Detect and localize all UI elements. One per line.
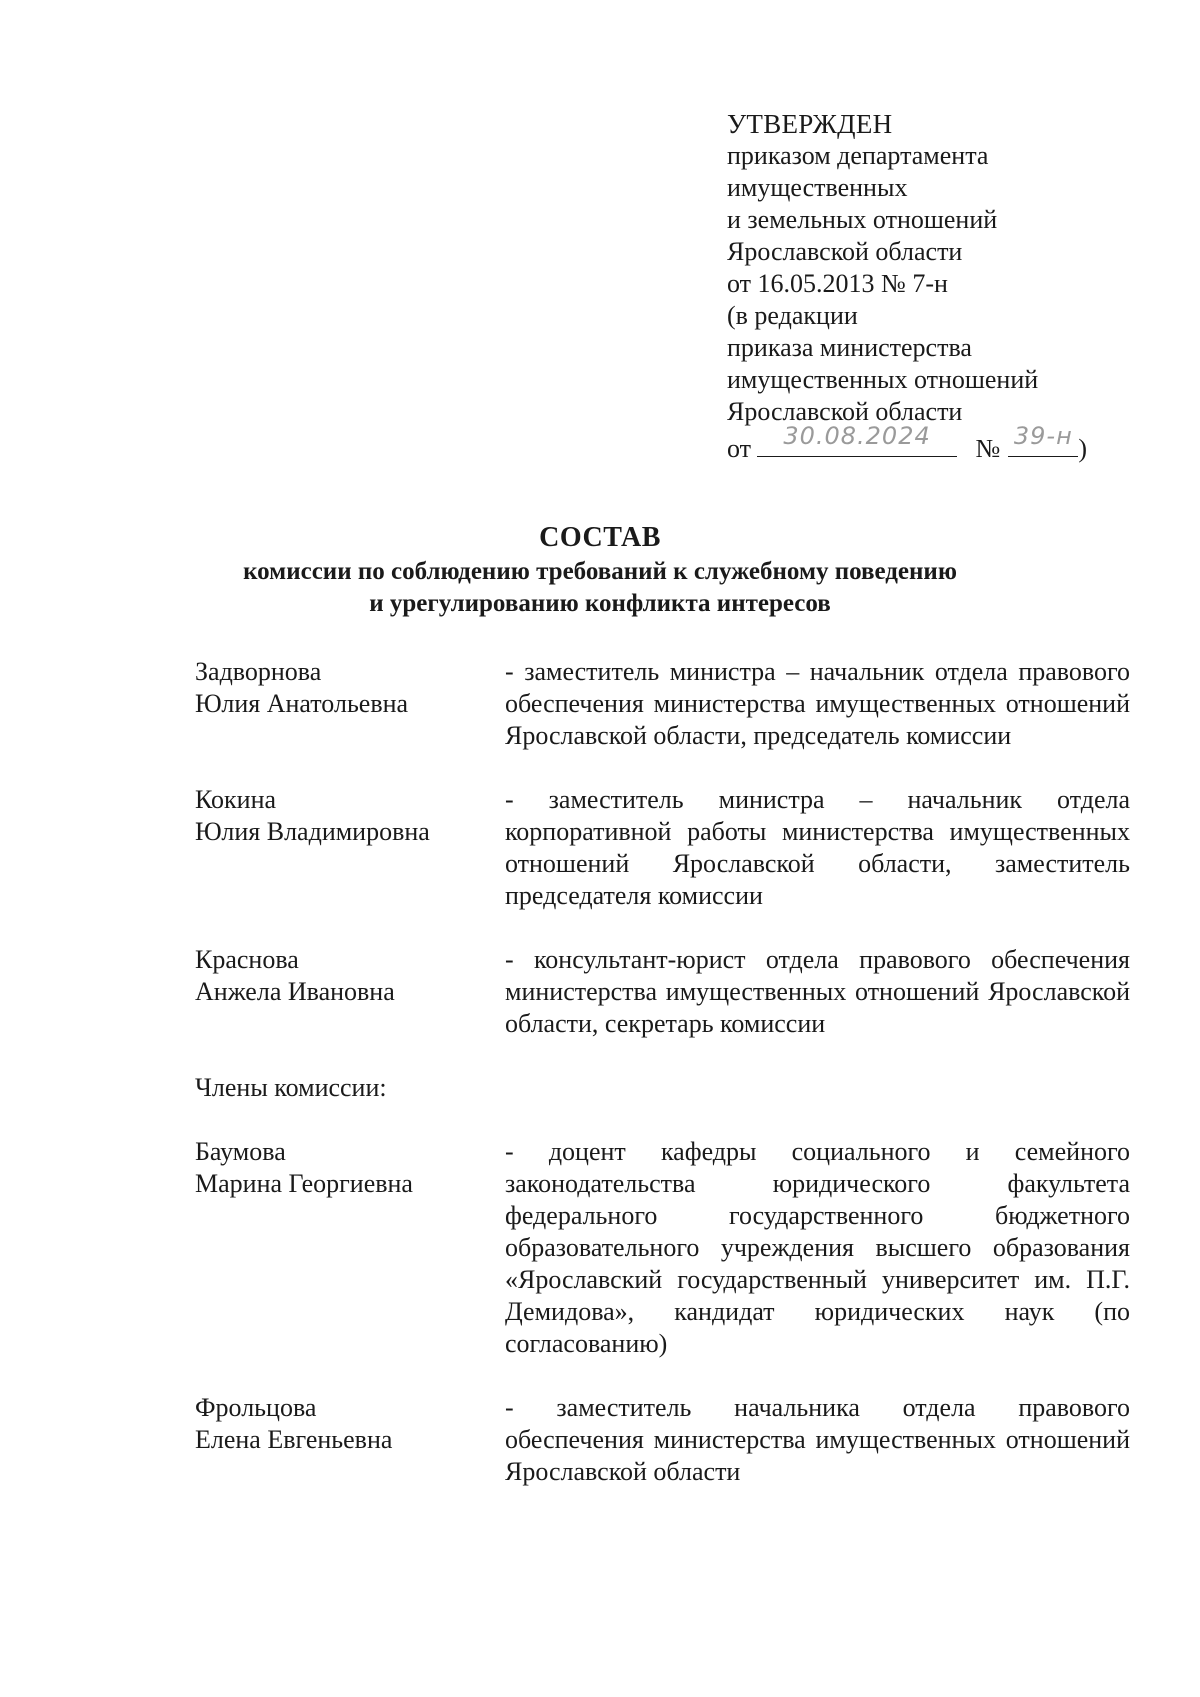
approval-line: Ярославской области xyxy=(727,397,963,426)
person-surname: Фрольцова xyxy=(195,1393,317,1422)
person-given-names: Анжела Ивановна xyxy=(195,977,395,1006)
approval-line: имущественных отношений xyxy=(727,365,1039,394)
person-name xyxy=(195,944,505,1040)
approval-date-blank xyxy=(757,422,957,457)
approval-closing-paren: ) xyxy=(1078,434,1088,463)
person-surname: Кокина xyxy=(195,785,277,814)
person-name xyxy=(195,656,505,752)
person-position: - заместитель министра – начальник отдела корпоративной работы министерства имущественных отношений Ярославской области, заместитель председателя комиссии xyxy=(505,785,1130,910)
person-surname: Задворнова xyxy=(195,657,322,686)
person-position: - заместитель министра – начальник отдела правового обеспечения министерства имущественных отношений Ярославской области, председатель комиссии xyxy=(505,657,1130,750)
document-title xyxy=(100,520,1100,620)
approval-line: имущественных xyxy=(727,173,908,202)
person-given-names: Елена Евгеньевна xyxy=(195,1425,393,1454)
approval-number-label: № xyxy=(975,434,1001,463)
leader-row xyxy=(195,944,1130,1040)
approval-line: и земельных отношений xyxy=(727,205,998,234)
handwritten-number: 39-н xyxy=(1013,422,1073,450)
commission-list xyxy=(195,656,1130,1488)
person-surname: Баумова xyxy=(195,1137,286,1166)
title-subtitle-line: и урегулированию конфликта интересов xyxy=(369,590,831,617)
member-row xyxy=(195,1392,1130,1488)
approval-line: (в редакции xyxy=(727,301,858,330)
approval-from-label: от xyxy=(727,434,752,463)
approval-number-blank xyxy=(1008,422,1078,457)
approval-fill-row xyxy=(727,422,1127,465)
approval-heading: УТВЕРЖДЕН xyxy=(727,109,893,139)
member-row xyxy=(195,1136,1130,1360)
person-position: - доцент кафедры социального и семейного законодательства юридического факультета федерального государственного бюджетного образовательного учреждения высшего образования «Ярославский государственный университет им. П.Г. Демидова», кандидат юридических наук (по согласованию) xyxy=(505,1137,1130,1358)
handwritten-date: 30.08.2024 xyxy=(783,422,931,450)
title-subtitle-line: комиссии по соблюдению требований к служебному поведению xyxy=(243,558,957,585)
person-surname: Краснова xyxy=(195,945,299,974)
person-name xyxy=(195,1392,505,1488)
approval-line: от 16.05.2013 № 7-н xyxy=(727,269,948,298)
leader-row xyxy=(195,784,1130,912)
person-given-names: Юлия Владимировна xyxy=(195,817,430,846)
approval-line: приказа министерства xyxy=(727,333,972,362)
person-name xyxy=(195,784,505,912)
approval-block xyxy=(727,108,1127,465)
person-position: - заместитель начальника отдела правового обеспечения министерства имущественных отношений Ярославской области xyxy=(505,1393,1130,1486)
title-main: СОСТАВ xyxy=(539,522,661,553)
person-position: - консультант-юрист отдела правового обеспечения министерства имущественных отношений Ярославской области, секретарь комиссии xyxy=(505,945,1130,1038)
approval-line: приказом департамента xyxy=(727,141,989,170)
leader-row xyxy=(195,656,1130,752)
approval-line: Ярославской области xyxy=(727,237,963,266)
person-name xyxy=(195,1136,505,1360)
person-given-names: Марина Георгиевна xyxy=(195,1169,413,1198)
person-given-names: Юлия Анатольевна xyxy=(195,689,409,718)
members-label: Члены комиссии: xyxy=(195,1073,387,1102)
